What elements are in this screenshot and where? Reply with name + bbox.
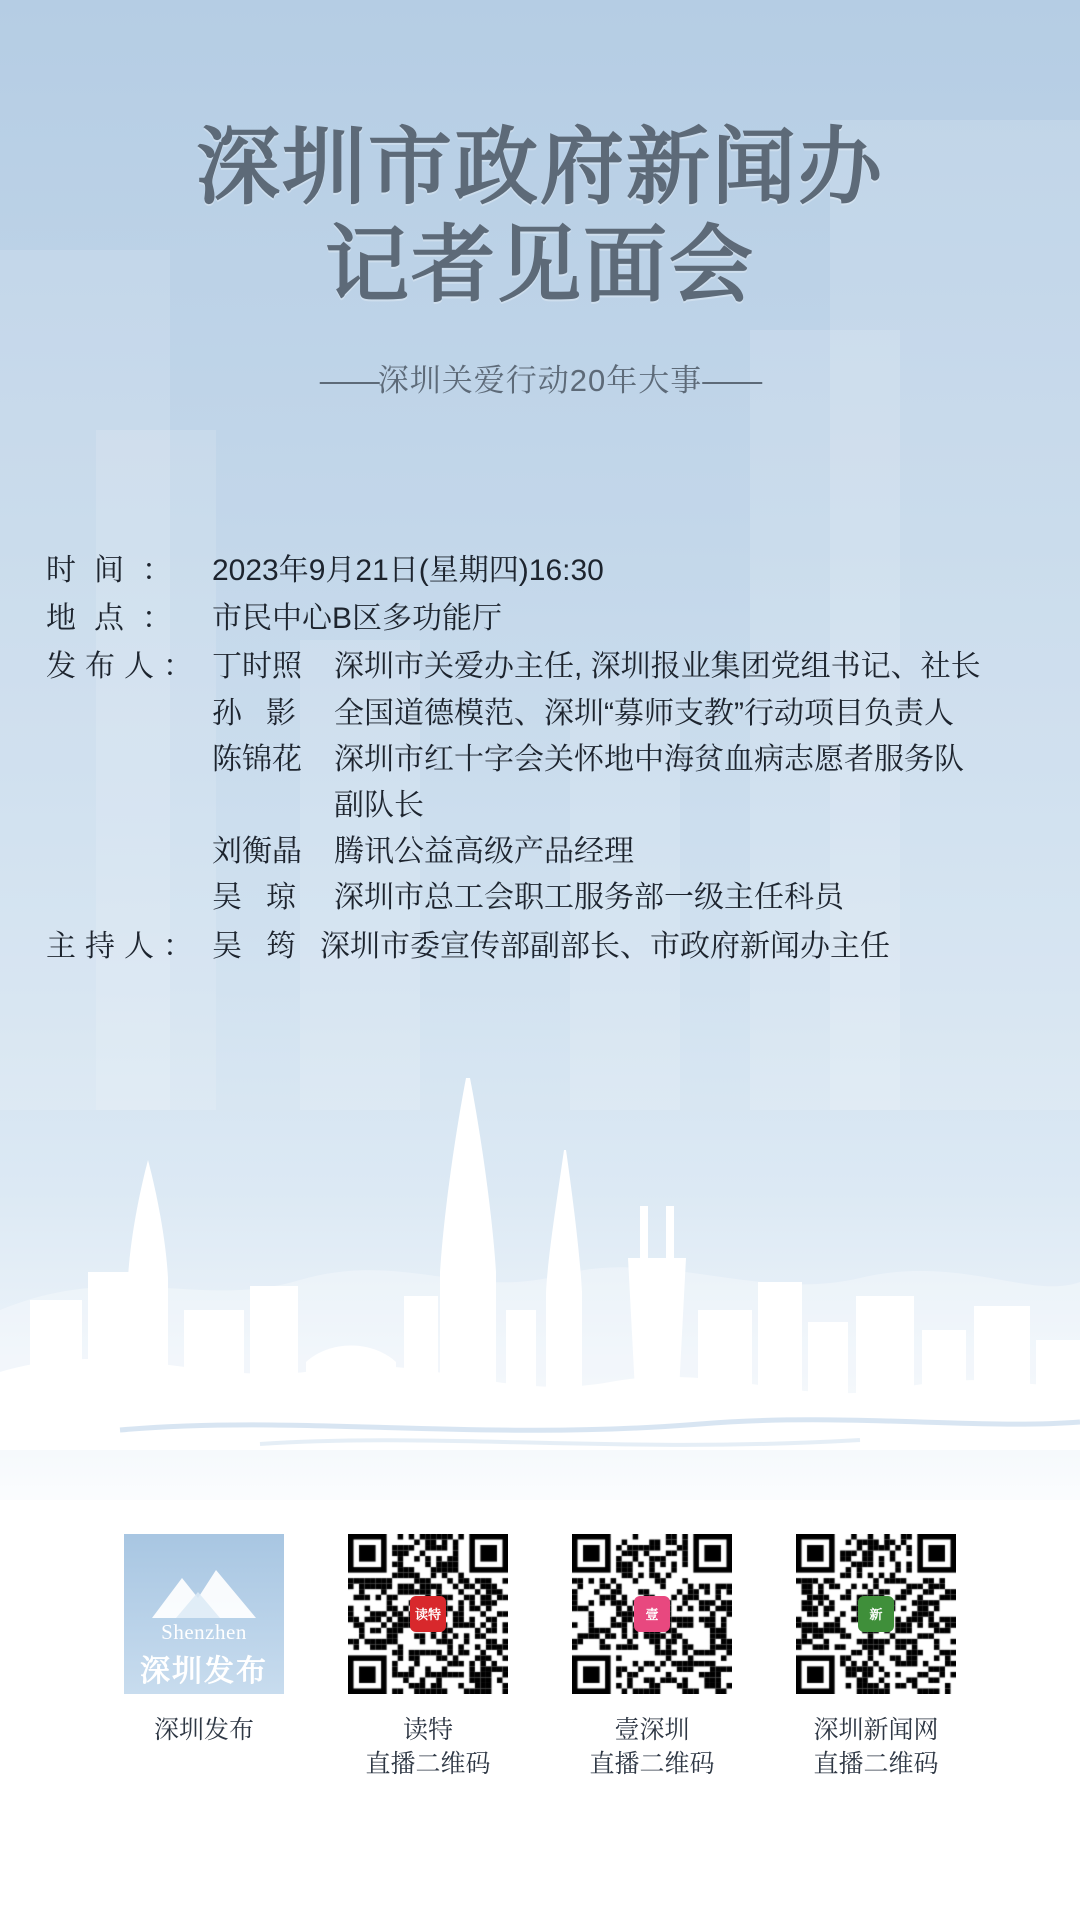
qr-caption (111, 1714, 297, 1748)
speaker-list (212, 644, 1040, 921)
speaker-name: 丁时照 (212, 650, 302, 684)
poster-header (0, 0, 1080, 400)
qr-caption-line2: 直播二维码 (365, 1749, 491, 1778)
speaker-title: 深圳市总工会职工服务部一级主任科员 (334, 881, 844, 915)
qr-caption-line1: 壹深圳 (614, 1716, 690, 1744)
qr-caption (559, 1714, 745, 1782)
qr-caption-line1: 深圳发布 (153, 1716, 254, 1744)
qr-caption-line1: 深圳新闻网 (813, 1716, 939, 1744)
place-label: 地点： (46, 602, 172, 636)
qr-code-sznews[interactable] (796, 1534, 956, 1694)
skyline-illustration (0, 1010, 1080, 1450)
speakers-label: 发布人： (46, 650, 193, 684)
time-label: 时间： (46, 554, 172, 587)
host-label: 主持人： (46, 929, 193, 963)
place-value: 市民中心B区多功能厅 (212, 602, 503, 636)
qr-item-yishenzhen[interactable] (559, 1534, 745, 1782)
speaker-title: 深圳市红十字会关怀地中海贫血病志愿者服务队 (334, 742, 964, 776)
qr-center-badge: 壹 (634, 1596, 670, 1632)
qr-strip (0, 1534, 1080, 1782)
host-value (212, 924, 1040, 970)
speaker-name: 吴琼 (212, 881, 320, 915)
speaker-item (212, 829, 1040, 875)
page-subtitle (0, 355, 1080, 400)
subtitle-dash-right: —— (702, 362, 761, 398)
qr-caption (335, 1714, 521, 1782)
footer-qr-section (0, 1500, 1080, 1920)
speaker-item (212, 644, 1040, 690)
qr-center-badge: 读特 (410, 1596, 446, 1632)
speaker-title: 腾讯公益高级产品经理 (334, 835, 634, 869)
speaker-name: 刘衡晶 (212, 835, 302, 869)
qr-caption-line2: 直播二维码 (813, 1749, 939, 1778)
qr-item-shenzhenfabu (111, 1534, 297, 1748)
info-row-place (44, 596, 1040, 642)
qr-item-sznews[interactable] (783, 1534, 969, 1782)
info-row-speakers (44, 644, 1040, 921)
logo-text-cn: 深圳发布 (140, 1655, 268, 1688)
subtitle-text: 深圳关爱行动20年大事 (377, 362, 703, 398)
speaker-title-continued: 副队长 (334, 788, 424, 822)
speaker-name: 陈锦花 (212, 742, 302, 776)
speaker-item (212, 875, 1040, 921)
info-row-host (44, 924, 1040, 970)
time-value: 2023年9月21日(星期四)16:30 (212, 554, 604, 587)
logo-text-en: Shenzhen (161, 1620, 247, 1644)
qr-code-yishenzhen[interactable] (572, 1534, 732, 1694)
host-title: 深圳市委宣传部副部长、市政府新闻办主任 (320, 929, 890, 963)
page-title-line2: 记者见面会 (324, 216, 755, 315)
qr-caption (783, 1714, 969, 1782)
speaker-item (212, 691, 1040, 737)
shenzhen-fabu-logo (124, 1534, 284, 1694)
page-title-line1: 深圳市政府新闻办 (195, 118, 884, 216)
info-row-time (44, 548, 1040, 594)
speaker-item (212, 737, 1040, 783)
qr-item-dute[interactable] (335, 1534, 521, 1782)
speaker-name: 孙影 (212, 696, 320, 730)
host-name: 吴筠 (212, 929, 320, 963)
speaker-title: 深圳市关爱办主任, 深圳报业集团党组书记、社长 (334, 650, 981, 684)
qr-caption-line1: 读特 (402, 1716, 453, 1744)
qr-caption-line2: 直播二维码 (589, 1749, 715, 1778)
qr-code-dute[interactable] (348, 1534, 508, 1694)
qr-center-badge: 新 (858, 1596, 894, 1632)
speaker-title: 全国道德模范、深圳“募师支教”行动项目负责人 (334, 696, 954, 730)
mountain-icon (124, 1552, 284, 1630)
subtitle-dash-left: —— (319, 362, 378, 398)
event-info (44, 548, 1040, 972)
